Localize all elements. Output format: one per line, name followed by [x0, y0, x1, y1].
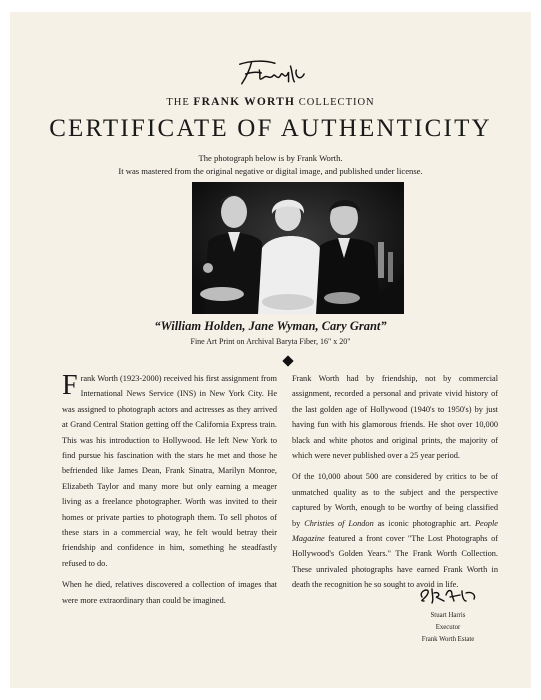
collection-label [10, 96, 531, 108]
right-p2-part-c: as iconic photographic art. [377, 518, 472, 528]
print-info: Fine Art Print on Archival Baryta Fiber, 16" x 20" [190, 337, 351, 346]
executor-signature-icon [416, 583, 480, 605]
collection-prefix: THE [166, 97, 190, 108]
certificate-title: CERTIFICATE OF AUTHENTICITY [49, 115, 492, 142]
collection-suffix: COLLECTION [298, 97, 375, 108]
right-paragraph-1: Frank Worth had by friendship, not by commercial assignment, recorded a personal and private vivid history of the last golden age of Hollywood (1940's to 1950's) by just having fun with his glamorous friends. He shot over 10,000 black and white photos and original prints, the majority of which were never published over a 25 year period. [292, 374, 498, 461]
christies-reference: Christies of London [304, 518, 374, 528]
left-paragraph-2: When he died, relatives discovered a collection of images that were more extraordinary than could be imagined. [62, 580, 277, 605]
frank-worth-signature-icon [10, 56, 531, 95]
intro-line-1: The photograph below is by Frank Worth. [198, 153, 343, 163]
intro-text [10, 152, 531, 178]
collection-name: FRANK WORTH [193, 96, 296, 108]
photo-caption: “William Holden, Jane Wyman, Cary Grant” [154, 319, 387, 333]
signatory-block [398, 583, 498, 646]
left-paragraph-1-text: rank Worth (1923-2000) received his first assignment from International News Service (INS) in New York City. He was assigned to photograph actors and actresses as they arrived at Grand Central Station getting off the California Express train. This was his introduction to Hollywood. He left New York to find pursue his fascination with the stars he met and those he befriended like James Dean, Frank Sinatra, Marilyn Monroe, Elizabeth Taylor and many more but only earning a meager living as a freelance photographer. Worth was invited to their homes or private parties to photograph them. To sell photos of these stars in a commercial way, he felt would betray their friendship and confidence in him, something he steadfastly refused to do. [62, 374, 277, 568]
signatory-org: Frank Worth Estate [421, 636, 475, 643]
left-column [62, 371, 277, 614]
people-magazine-reference: People Magazine [292, 518, 498, 544]
diamond-ornament-icon [282, 355, 293, 366]
right-column [292, 371, 498, 599]
celebrity-photograph [192, 182, 404, 314]
signatory-role: Executor [435, 624, 461, 631]
certificate-page [10, 12, 531, 688]
left-paragraph-1 [62, 371, 277, 571]
drop-cap: F [62, 370, 78, 401]
right-p2-part-a: Of the 10,000 about 500 are considered by critics to be of unmatched quality as to the subject and the perspective captured by Worth, enough to be worthy of being classified by [292, 472, 498, 528]
right-p2-part-e: featured a front cover "The Lost Photographs of Hollywood's Golden Years." The Frank Worth Collection. These unrivaled photographs have earned Frank Worth in death the recognition he so sought to avoid in life. [292, 534, 498, 590]
right-paragraph-2 [292, 469, 498, 592]
intro-line-2: It was mastered from the original negative or digital image, and published under license. [118, 166, 423, 176]
signatory-name: Stuart Harris [430, 612, 466, 619]
